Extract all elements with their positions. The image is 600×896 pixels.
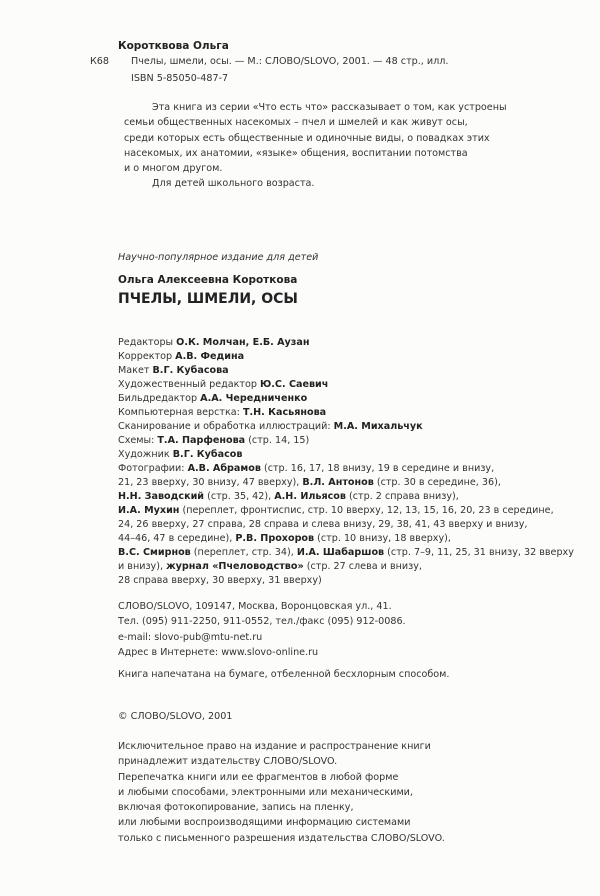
credit-line: [118, 420, 574, 434]
credit-role: 24, 26 вверху, 27 справа, 28 справа и слева внизу, 29, 38, 41, 43 вверху и внизу,: [118, 519, 528, 530]
edition-type: Научно-популярное издание для детей: [118, 252, 319, 263]
credit-line: [118, 336, 574, 350]
full-author: Ольга Алексеевна Короткова: [118, 274, 298, 286]
credit-role: Художественный редактор: [118, 379, 261, 390]
credit-role: (стр. 2 справа внизу),: [345, 491, 459, 502]
publisher-address: СЛОВО/SLOVO, 109147, Москва, Воронцовская ул., 41.: [118, 601, 392, 612]
credit-name: Т.А. Парфенова: [157, 435, 246, 446]
credit-line: [118, 518, 574, 532]
credit-role: (стр. 35, 42),: [204, 491, 275, 502]
annotation-line: среди которых есть общественные и одиночные виды, о повадках этих: [124, 132, 490, 144]
rights-notice: [118, 739, 445, 846]
credit-role: (стр. 27 слева и внизу,: [303, 561, 422, 572]
credit-role: 28 справа вверху, 30 вверху, 31 вверху): [118, 575, 322, 586]
credit-role: Схемы:: [118, 435, 158, 446]
credits: [118, 336, 574, 588]
credit-role: 21, 23 вверху, 30 внизу, 47 вверху),: [118, 477, 303, 488]
copyright: © СЛОВО/SLOVO, 2001: [118, 711, 233, 722]
credit-role: (стр. 10 внизу, 18 вверху),: [314, 533, 451, 544]
annotation-line: и о многом другом.: [124, 163, 223, 175]
publisher-email: e-mail: slovo-pub@mtu-net.ru: [118, 631, 263, 643]
credit-role: и внизу),: [118, 561, 167, 572]
credit-name: Ю.С. Саевич: [260, 379, 329, 390]
credit-line: [118, 448, 574, 462]
rights-line: только с письменного разрешения издательства СЛОВО/SLOVO.: [118, 832, 445, 844]
credit-role: (переплет, стр. 34),: [190, 547, 297, 558]
credit-role: Фотографии:: [118, 463, 188, 474]
credit-line: [118, 504, 574, 518]
credit-name: М.А. Михальчук: [333, 421, 423, 432]
credit-role: Корректор: [118, 351, 176, 362]
credit-line: [118, 364, 574, 378]
credit-name: А.Н. Ильясов: [274, 491, 346, 502]
credit-name: Т.Н. Касьянова: [242, 407, 327, 418]
credit-line: [118, 350, 574, 364]
credit-line: [118, 490, 574, 504]
annotation-line: семьи общественных насекомых – пчел и шмелей и как живут осы,: [124, 117, 468, 129]
credit-line: [118, 546, 574, 560]
credit-line: [118, 406, 574, 420]
catalog-author: Коротквова Ольга: [118, 40, 229, 52]
credit-line: [118, 560, 574, 574]
paper-note: Книга напечатана на бумаге, отбеленной бесхлорным способом.: [118, 669, 450, 680]
annotation: [124, 100, 507, 192]
credit-line: [118, 532, 574, 546]
credit-name: В.Г. Кубасова: [152, 365, 229, 376]
credit-line: [118, 378, 574, 392]
rights-line: или любыми воспроизводящими информацию системами: [118, 817, 411, 829]
credit-role: (стр. 7–9, 11, 25, 31 внизу, 32 вверху: [384, 547, 574, 558]
rights-line: включая фотокопирование, запись на пленку,: [118, 802, 354, 814]
rights-line: принадлежит издательству СЛОВО/SLOVO.: [118, 756, 338, 768]
credit-role: 44–46, 47 в середине),: [118, 533, 236, 544]
annotation-line: Эта книга из серии «Что есть что» рассказывает о том, как устроены: [152, 102, 507, 113]
credit-name: А.В. Абрамов: [187, 463, 261, 474]
credit-name: О.К. Молчан, Е.Б. Аузан: [176, 337, 310, 348]
catalog-code: К68: [90, 56, 110, 67]
credit-line: [118, 462, 574, 476]
credit-name: Р.В. Прохоров: [235, 533, 315, 544]
credit-name: В.Л. Антонов: [302, 477, 374, 488]
credit-role: Художник: [118, 449, 173, 460]
credit-name: Н.Н. Заводский: [118, 491, 205, 502]
credit-name: журнал «Пчеловодство»: [166, 561, 304, 572]
credit-line: [118, 392, 574, 406]
credit-name: А.А. Чередниченко: [200, 393, 308, 404]
credit-name: В.Г. Кубасов: [172, 449, 243, 460]
rights-line: Исключительное право на издание и распространение книги: [118, 741, 431, 752]
credit-role: Бильдредактор: [118, 393, 201, 404]
credit-name: В.С. Смирнов: [118, 547, 191, 558]
publisher-website: Адрес в Интернете: www.slovo-online.ru: [118, 646, 319, 658]
credit-role: (стр. 14, 15): [245, 435, 310, 446]
credit-line: [118, 434, 574, 448]
publisher-phone: Тел. (095) 911-2250, 911-0552, тел./факс (095) 912-0086.: [118, 616, 406, 628]
audience: Для детей школьного возраста.: [152, 178, 315, 190]
credit-name: И.А. Мухин: [118, 505, 180, 516]
rights-line: Перепечатка книги или ее фрагментов в любой форме: [118, 771, 399, 783]
isbn: ISBN 5-85050-487-7: [131, 73, 229, 84]
credit-role: Макет: [118, 365, 153, 376]
annotation-line: насекомых, их анатомии, «языке» общения, воспитании потомства: [124, 147, 468, 159]
publisher-info: [118, 599, 406, 660]
credit-role: (переплет, фронтиспис, стр. 10 вверху, 12, 13, 15, 16, 20, 23 в середине,: [179, 505, 554, 516]
rights-line: и любыми способами, электронными или механическими,: [118, 786, 413, 798]
credit-line: [118, 476, 574, 490]
credit-role: Сканирование и обработка иллюстраций:: [118, 421, 334, 432]
credit-role: (стр. 30 в середине, 36),: [373, 477, 501, 488]
credit-name: А.В. Федина: [175, 351, 245, 362]
credit-line: [118, 574, 574, 588]
credit-role: Редакторы: [118, 337, 177, 348]
credit-role: (стр. 16, 17, 18 внизу, 19 в середине и внизу,: [260, 463, 495, 474]
credit-name: И.А. Шабаршов: [296, 547, 385, 558]
catalog-entry: Пчелы, шмели, осы. — М.: СЛОВО/SLOVO, 2001. — 48 стр., илл.: [131, 56, 449, 67]
credit-role: Компьютерная верстка:: [118, 407, 243, 418]
book-title: ПЧЕЛЫ, ШМЕЛИ, ОСЫ: [118, 291, 298, 307]
